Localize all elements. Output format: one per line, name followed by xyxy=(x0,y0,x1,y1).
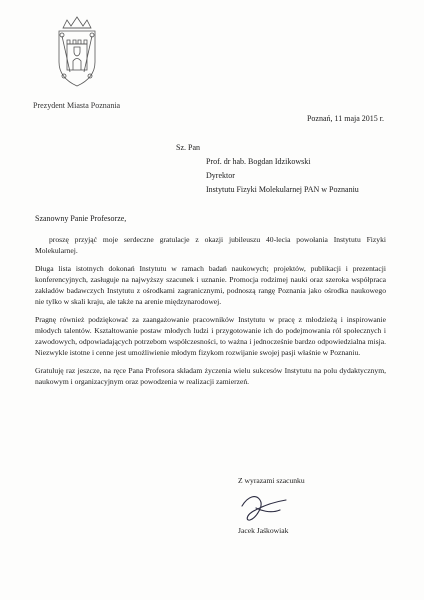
signer-name: Jacek Jaśkowiak xyxy=(238,526,289,535)
coat-of-arms-icon xyxy=(50,14,104,90)
letter-date: Poznań, 11 maja 2015 r. xyxy=(306,114,384,123)
salutation: Szanowny Panie Profesorze, xyxy=(35,214,127,223)
issuer-name: Prezydent Miasta Poznania xyxy=(33,101,121,110)
recipient-honorific: Sz. Pan xyxy=(176,143,200,152)
paragraph-congratulations: proszę przyjąć moje serdeczne gratulacje z okazji jubileuszu 40-lecia powołania Instytutu Fizyki Molekularnej. xyxy=(35,235,386,255)
recipient-name: Prof. dr hab. Bogdan Idzikowski xyxy=(206,157,311,166)
paragraph-wishes: Gratuluję raz jeszcze, na ręce Pana Profesora składam życzenia wielu sukcesów Instytutu na polu dydaktycznym, naukowym i organizacyjnym oraz powodzenia w realizacji zamierzeń. xyxy=(35,366,386,386)
recipient-position: Dyrektor xyxy=(206,171,235,180)
paragraph-youth: Pragnę również podziękować za zaangażowanie pracowników Instytutu w pracę z młodzieżą i inspirowanie młodych talentów. Kształtowanie postaw młodych ludzi i przygotowanie ich do podejmowania ról społecznych i zawodowych, odpowiadających potrzebom współczesności, to ważna i jednocześnie bardzo odpowiedzialna misja. Niezwykle istotne i cenne jest umożliwienie młodym fizykom rozwijanie swojej pasji właśnie w Poznaniu. xyxy=(35,315,386,357)
paragraph-achievements: Długa lista istotnych dokonań Instytutu w ramach badań naukowych; projektów, publikacji i prezentacji konferencyjnych, zasługuje na najwyższy szacunek i uznanie. Promocja rodzimej nauki oraz szeroka współpraca zakładów badawczych Instytutu z ośrodkami zagranicznymi, podnoszą rangę Poznania jako ośrodka naukowego nie tylko w skali kraju, ale także na arenie międzynarodowej. xyxy=(35,264,386,306)
recipient-block xyxy=(176,141,359,197)
letter-body xyxy=(35,234,386,394)
signature-icon xyxy=(226,488,300,530)
recipient-institution: Instytutu Fizyki Molekularnej PAN w Poznaniu xyxy=(206,185,359,194)
closing-phrase: Z wyrazami szacunku xyxy=(238,476,305,485)
